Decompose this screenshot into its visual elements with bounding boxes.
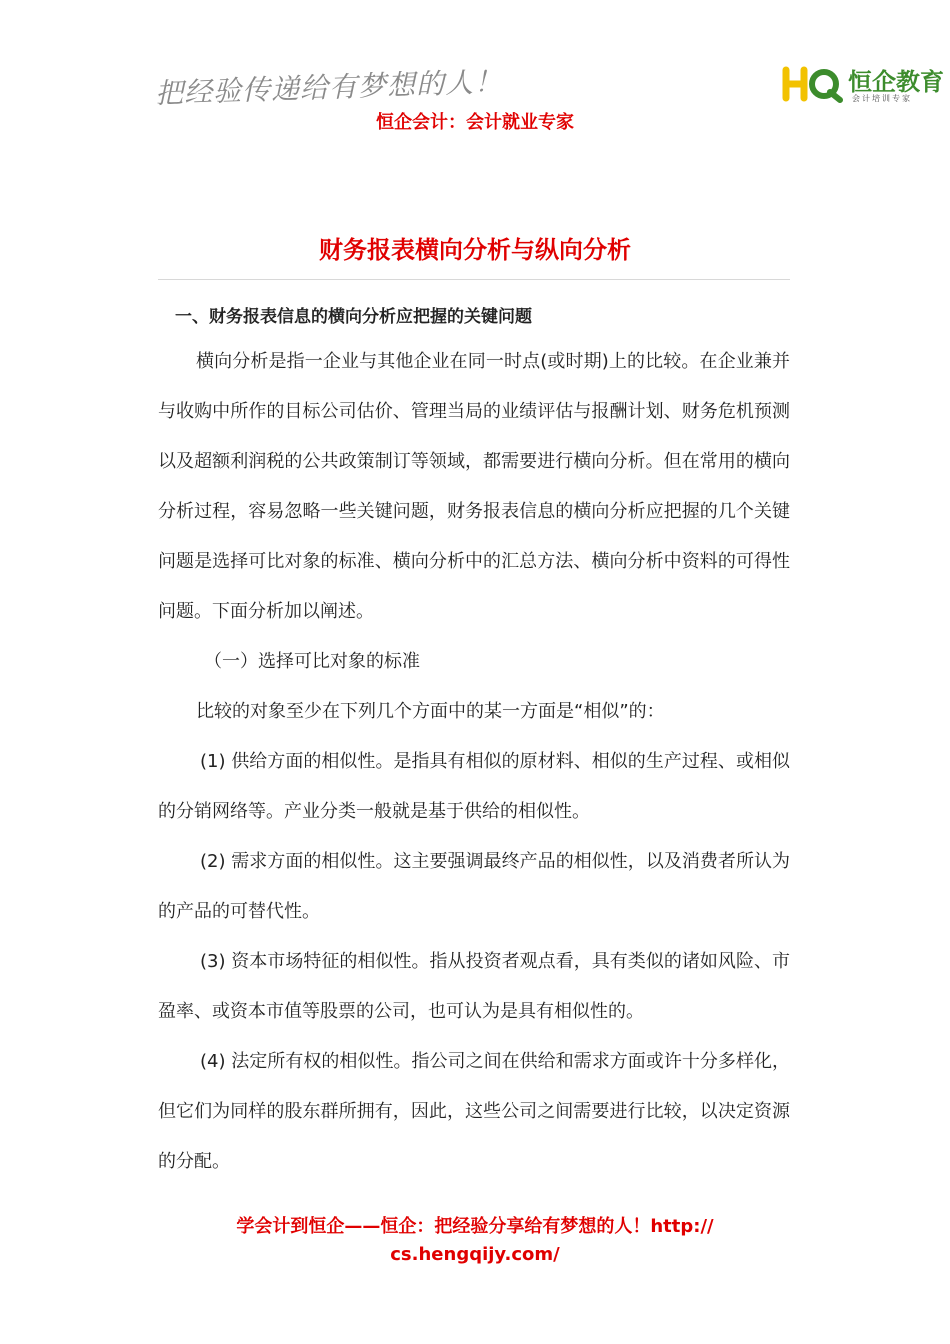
logo-subtitle: 会计培训专家 xyxy=(852,94,912,103)
comparison-intro: 比较的对象至少在下列几个方面中的某一方面是“相似”的： xyxy=(196,701,665,722)
hq-logo-icon xyxy=(782,64,844,104)
handwritten-slogan: 把经验传递给有梦想的人！ xyxy=(154,64,504,111)
logo-name: 恒企教育 xyxy=(848,68,944,96)
list-item: (2) 需求方面的相似性。这主要强调最终产品的相似性，以及消费者所认为的产品的可替代性。 xyxy=(158,851,790,922)
footer xyxy=(0,1213,950,1269)
document-body xyxy=(158,337,790,1187)
title-divider xyxy=(158,279,790,280)
list-item: (1) 供给方面的相似性。是指具有相似的原材料、相似的生产过程、或相似的分销网络等。产业分类一般就是基于供给的相似性。 xyxy=(158,751,790,822)
footer-line-1: 学会计到恒企——恒企：把经验分享给有梦想的人！http:// xyxy=(236,1216,714,1237)
paragraph-intro: 横向分析是指一企业与其他企业在同一时点(或时期)上的比较。在企业兼并与收购中所作的目标公司估价、管理当局的业绩评估与报酬计划、财务危机预测以及超额利润税的公共政策制订等领域，都需要进行横向分析。但在常用的横向分析过程，容易忽略一些关键问题，财务报表信息的横向分析应把握的几个关键问题是选择可比对象的标准、横向分析中的汇总方法、横向分析中资料的可得性问题。下面分析加以阐述。 xyxy=(158,351,790,622)
header-tagline: 恒企会计：会计就业专家 xyxy=(376,112,574,133)
list-item: (4) 法定所有权的相似性。指公司之间在供给和需求方面或许十分多样化，但它们为同样的股东群所拥有，因此，这些公司之间需要进行比较，以决定资源的分配。 xyxy=(158,1051,790,1172)
brand-logo xyxy=(782,62,947,107)
subheading: （一）选择可比对象的标准 xyxy=(204,651,420,672)
footer-link[interactable]: cs.hengqijy.com/ xyxy=(390,1244,560,1265)
list-item: (3) 资本市场特征的相似性。指从投资者观点看，具有类似的诸如风险、市盈率、或资本市值等股票的公司，也可认为是具有相似性的。 xyxy=(158,951,790,1022)
section-heading: 一、财务报表信息的横向分析应把握的关键问题 xyxy=(175,307,532,327)
document-title: 财务报表横向分析与纵向分析 xyxy=(319,236,631,264)
